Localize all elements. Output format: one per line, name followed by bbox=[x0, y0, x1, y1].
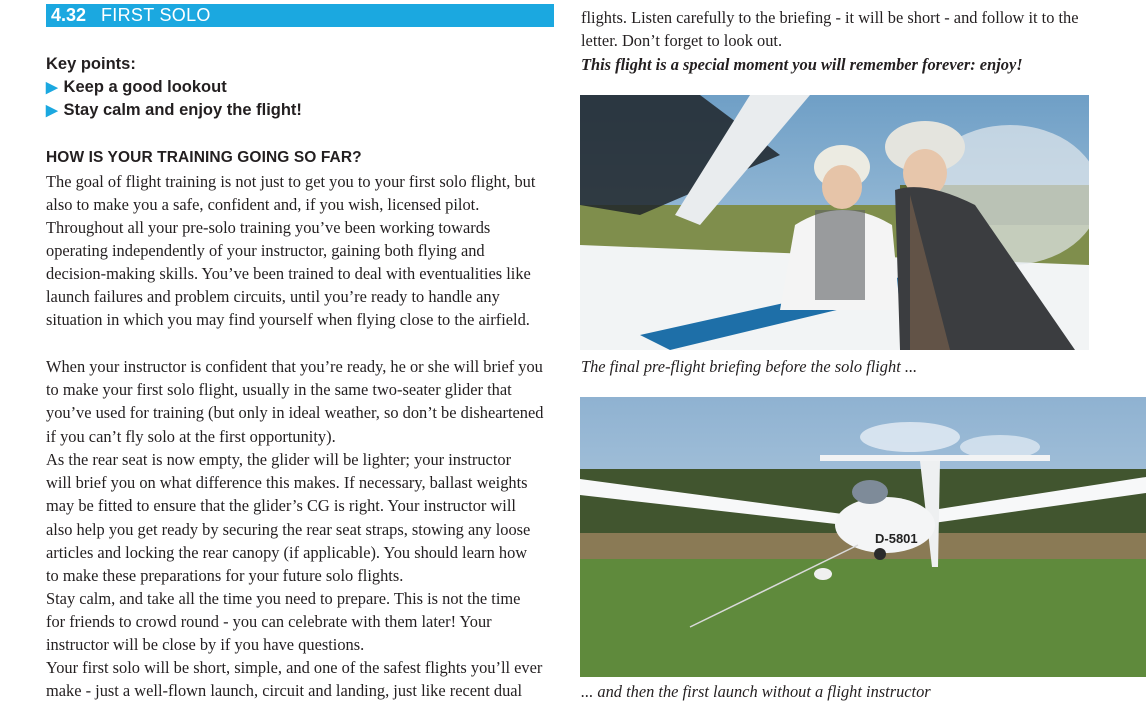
triangle-bullet-icon: ▶ bbox=[46, 79, 58, 96]
key-point-text: Stay calm and enjoy the flight! bbox=[63, 101, 302, 119]
triangle-bullet-icon: ▶ bbox=[46, 102, 58, 119]
body-line: As the rear seat is now empty, the glider will be lighter; your instructor bbox=[46, 450, 512, 469]
section-number: 4.32 bbox=[51, 5, 87, 25]
body-line: letter. Don’t forget to look out. bbox=[581, 31, 783, 50]
section-title: FIRST SOLO bbox=[101, 5, 211, 25]
body-line: may be fitted to ensure that the glider’s CG is right. Your instructor will bbox=[46, 496, 516, 515]
body-line: for friends to crowd round - you can celebrate with them later! Your bbox=[46, 612, 492, 631]
key-point-item bbox=[46, 101, 302, 120]
body-line: also to make you a safe, confident and, if you wish, licensed pilot. bbox=[46, 195, 480, 214]
body-line: articles and locking the rear canopy (if applicable). You should learn how bbox=[46, 543, 528, 562]
photo-caption: The final pre-flight briefing before the solo flight ... bbox=[581, 357, 918, 376]
body-line: The goal of flight training is not just to get you to your first solo flight, but bbox=[46, 172, 536, 191]
glider-registration: D-5801 bbox=[875, 531, 918, 546]
body-line: to make your first solo flight, usually in the same two-seater glider that bbox=[46, 380, 512, 399]
body-line: if you can’t fly solo at the first opportunity). bbox=[46, 427, 336, 446]
body-line: instructor will be close by if you have questions. bbox=[46, 635, 365, 654]
section-header bbox=[46, 4, 554, 27]
emphasis-line: This flight is a special moment you will remember forever: enjoy! bbox=[581, 55, 1023, 74]
body-line: launch failures and problem circuits, until you’re ready to handle any bbox=[46, 287, 500, 306]
key-point-item bbox=[46, 78, 227, 97]
body-line: will brief you on what difference this makes. If necessary, ballast weights bbox=[46, 473, 528, 492]
body-line: flights. Listen carefully to the briefing - it will be short - and follow it to the bbox=[581, 8, 1079, 27]
briefing-photo bbox=[580, 95, 1089, 350]
key-points-heading: Key points: bbox=[46, 55, 136, 73]
body-line: Stay calm, and take all the time you need to prepare. This is not the time bbox=[46, 589, 521, 608]
body-line: situation in which you may find yourself when flying close to the airfield. bbox=[46, 310, 530, 329]
photo-caption: ... and then the first launch without a flight instructor bbox=[581, 682, 931, 701]
launch-photo bbox=[580, 397, 1146, 677]
body-line: also help you get ready by securing the rear seat straps, stowing any loose bbox=[46, 520, 531, 539]
body-line: you’ve used for training (but only in ideal weather, so don’t be disheartened bbox=[46, 403, 544, 422]
body-line: Throughout all your pre-solo training you’ve been working towards bbox=[46, 218, 491, 237]
body-line: operating independently of your instructor, gaining both flying and bbox=[46, 241, 485, 260]
body-line: decision-making skills. You’ve been trained to deal with eventualities like bbox=[46, 264, 531, 283]
training-heading: HOW IS YOUR TRAINING GOING SO FAR? bbox=[46, 149, 362, 166]
body-line: When your instructor is confident that you’re ready, he or she will brief you bbox=[46, 357, 543, 376]
body-line: Your first solo will be short, simple, and one of the safest flights you’ll ever bbox=[46, 658, 543, 677]
body-line: make - just a well-flown launch, circuit and landing, just like recent dual bbox=[46, 681, 523, 700]
body-line: to make these preparations for your future solo flights. bbox=[46, 566, 404, 585]
key-point-text: Keep a good lookout bbox=[63, 78, 227, 96]
